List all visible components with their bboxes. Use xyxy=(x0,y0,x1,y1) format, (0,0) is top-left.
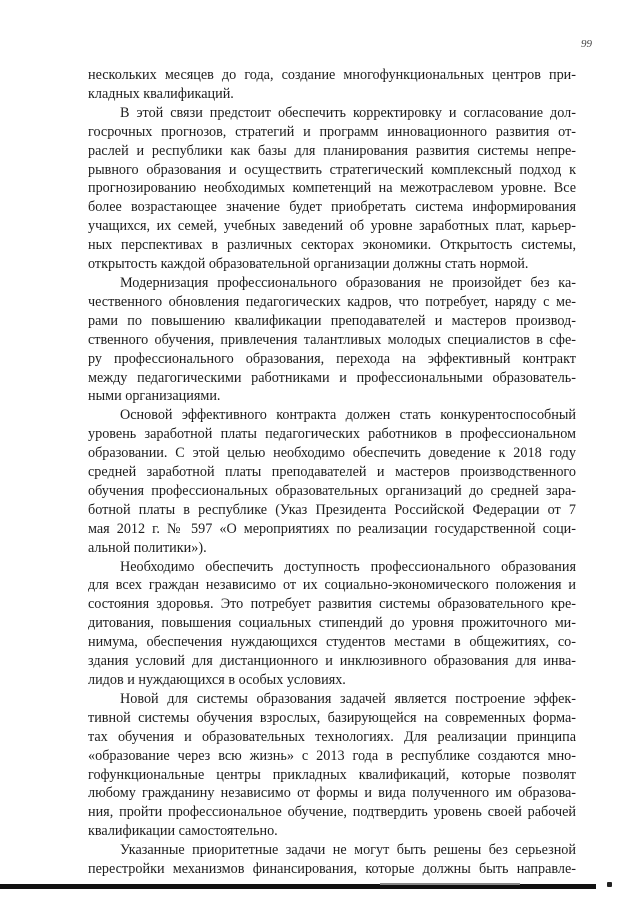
text-line: Модернизация профессионального образования не произойдет без ка- xyxy=(120,274,576,291)
text-line: между педагогическими работниками и профессиональными образователь- xyxy=(88,369,576,386)
text-line: квалификации самостоятельно. xyxy=(88,823,278,840)
text-line: гофункциональные центры прикладных квалификаций, которые позволят xyxy=(88,766,576,783)
paragraph-7 xyxy=(88,841,576,879)
text-line: ния, пройти профессиональное обучение, подтвердить уровень своей рабочей xyxy=(88,804,576,821)
text-line: состояния здоровья. Это потребует развития системы образовательного кре- xyxy=(88,596,576,613)
text-line: лидов и нуждающихся в особых условиях. xyxy=(88,672,346,688)
text-line: образовании. С этой целью необходимо обеспечить доведение к 2018 году xyxy=(88,445,576,462)
paragraph-4 xyxy=(88,406,576,557)
text-line: мая 2012 г. № 597 «О мероприятиях по реализации государственной соци- xyxy=(88,520,576,537)
text-line: Указанные приоритетные задачи не могут быть решены без серьезной xyxy=(120,842,576,859)
text-line: открытость каждой образовательной организации должны стать нормой. xyxy=(88,256,529,273)
text-line: ными организациями. xyxy=(88,388,221,405)
text-line: уровень заработной платы педагогических работников в профессиональном xyxy=(88,426,576,443)
paragraph-3 xyxy=(88,274,576,406)
text-line: В этой связи предстоит обеспечить корректировку и согласование дол- xyxy=(120,104,576,121)
text-line: средней заработной платы преподавателей и мастеров производственного xyxy=(88,464,576,481)
text-line: чественного обновления педагогических кадров, что потребует, наряду с ме- xyxy=(88,293,576,310)
text-line: альной политики»). xyxy=(88,539,207,556)
body-text xyxy=(88,66,576,879)
text-line: госрочных прогнозов, стратегий и программ инновационного развития от- xyxy=(88,123,576,140)
text-line: Необходимо обеспечить доступность профессионального образования xyxy=(120,558,576,575)
text-line: Новой для системы образования задачей является построение эффек- xyxy=(120,690,576,707)
text-line: обучения профессиональных образовательных организаций до средней зара- xyxy=(88,482,576,499)
scan-edge-shadow xyxy=(380,883,520,885)
paragraph-6 xyxy=(88,690,576,841)
text-line: перестройки механизмов финансирования, которые должны быть направле- xyxy=(88,861,576,878)
text-line: рами по повышению квалификации преподавателей и мастеров производ- xyxy=(88,312,576,329)
text-line: ственного обучения, привлечения талантливых молодых специалистов в сфе- xyxy=(88,331,576,348)
text-line: ных перспективах в различных секторах экономики. Открытость системы, xyxy=(88,237,576,254)
text-line: для всех граждан независимо от их социально-экономического положения и xyxy=(88,577,576,594)
text-line: «образование через всю жизнь» с 2013 года в республике создаются мно- xyxy=(88,747,576,764)
paragraph-5 xyxy=(88,558,576,690)
text-line: тах обучения и образовательных технологиях. Для реализации принципа xyxy=(88,728,576,745)
text-line: дитования, повышения социальных стипендий до уровня прожиточного ми- xyxy=(88,615,576,632)
text-line: раслей и республики как базы для планирования развития системы непре- xyxy=(88,142,576,159)
text-line: нескольких месяцев до года, создание многофункциональных центров при- xyxy=(88,67,576,83)
text-line: нимума, обеспечения нуждающихся студентов местами в общежитиях, со- xyxy=(88,634,576,651)
text-line: кладных квалификаций. xyxy=(88,85,234,102)
page-number: 99 xyxy=(581,38,592,50)
text-line: ру профессионального образования, перехода на эффективный контракт xyxy=(88,350,576,367)
text-line: Основой эффективного контракта должен стать конкурентоспособный xyxy=(120,407,576,424)
scan-mark xyxy=(607,882,612,887)
text-line: любому гражданину независимо от формы и вида полученного им образова- xyxy=(88,785,576,802)
text-line: тивной системы обучения взрослых, базирующейся на современных форма- xyxy=(88,709,576,726)
paragraph-1 xyxy=(88,66,576,104)
text-line: более возрастающее значение будет приобретать система информирования xyxy=(88,199,576,216)
text-line: прогнозированию необходимых компетенций на межотраслевом уровне. Все xyxy=(88,180,576,197)
paragraph-2 xyxy=(88,104,576,274)
text-line: учащихся, их семей, учебных заведений об уровне заработных плат, карьер- xyxy=(88,218,576,235)
text-line: ботной платы в республике (Указ Президента Российской Федерации от 7 xyxy=(88,501,576,518)
text-line: здания условий для дистанционного и инклюзивного образования для инва- xyxy=(88,653,576,670)
text-line: рывного образования и осуществить стратегический комплексный подход к xyxy=(88,161,576,178)
